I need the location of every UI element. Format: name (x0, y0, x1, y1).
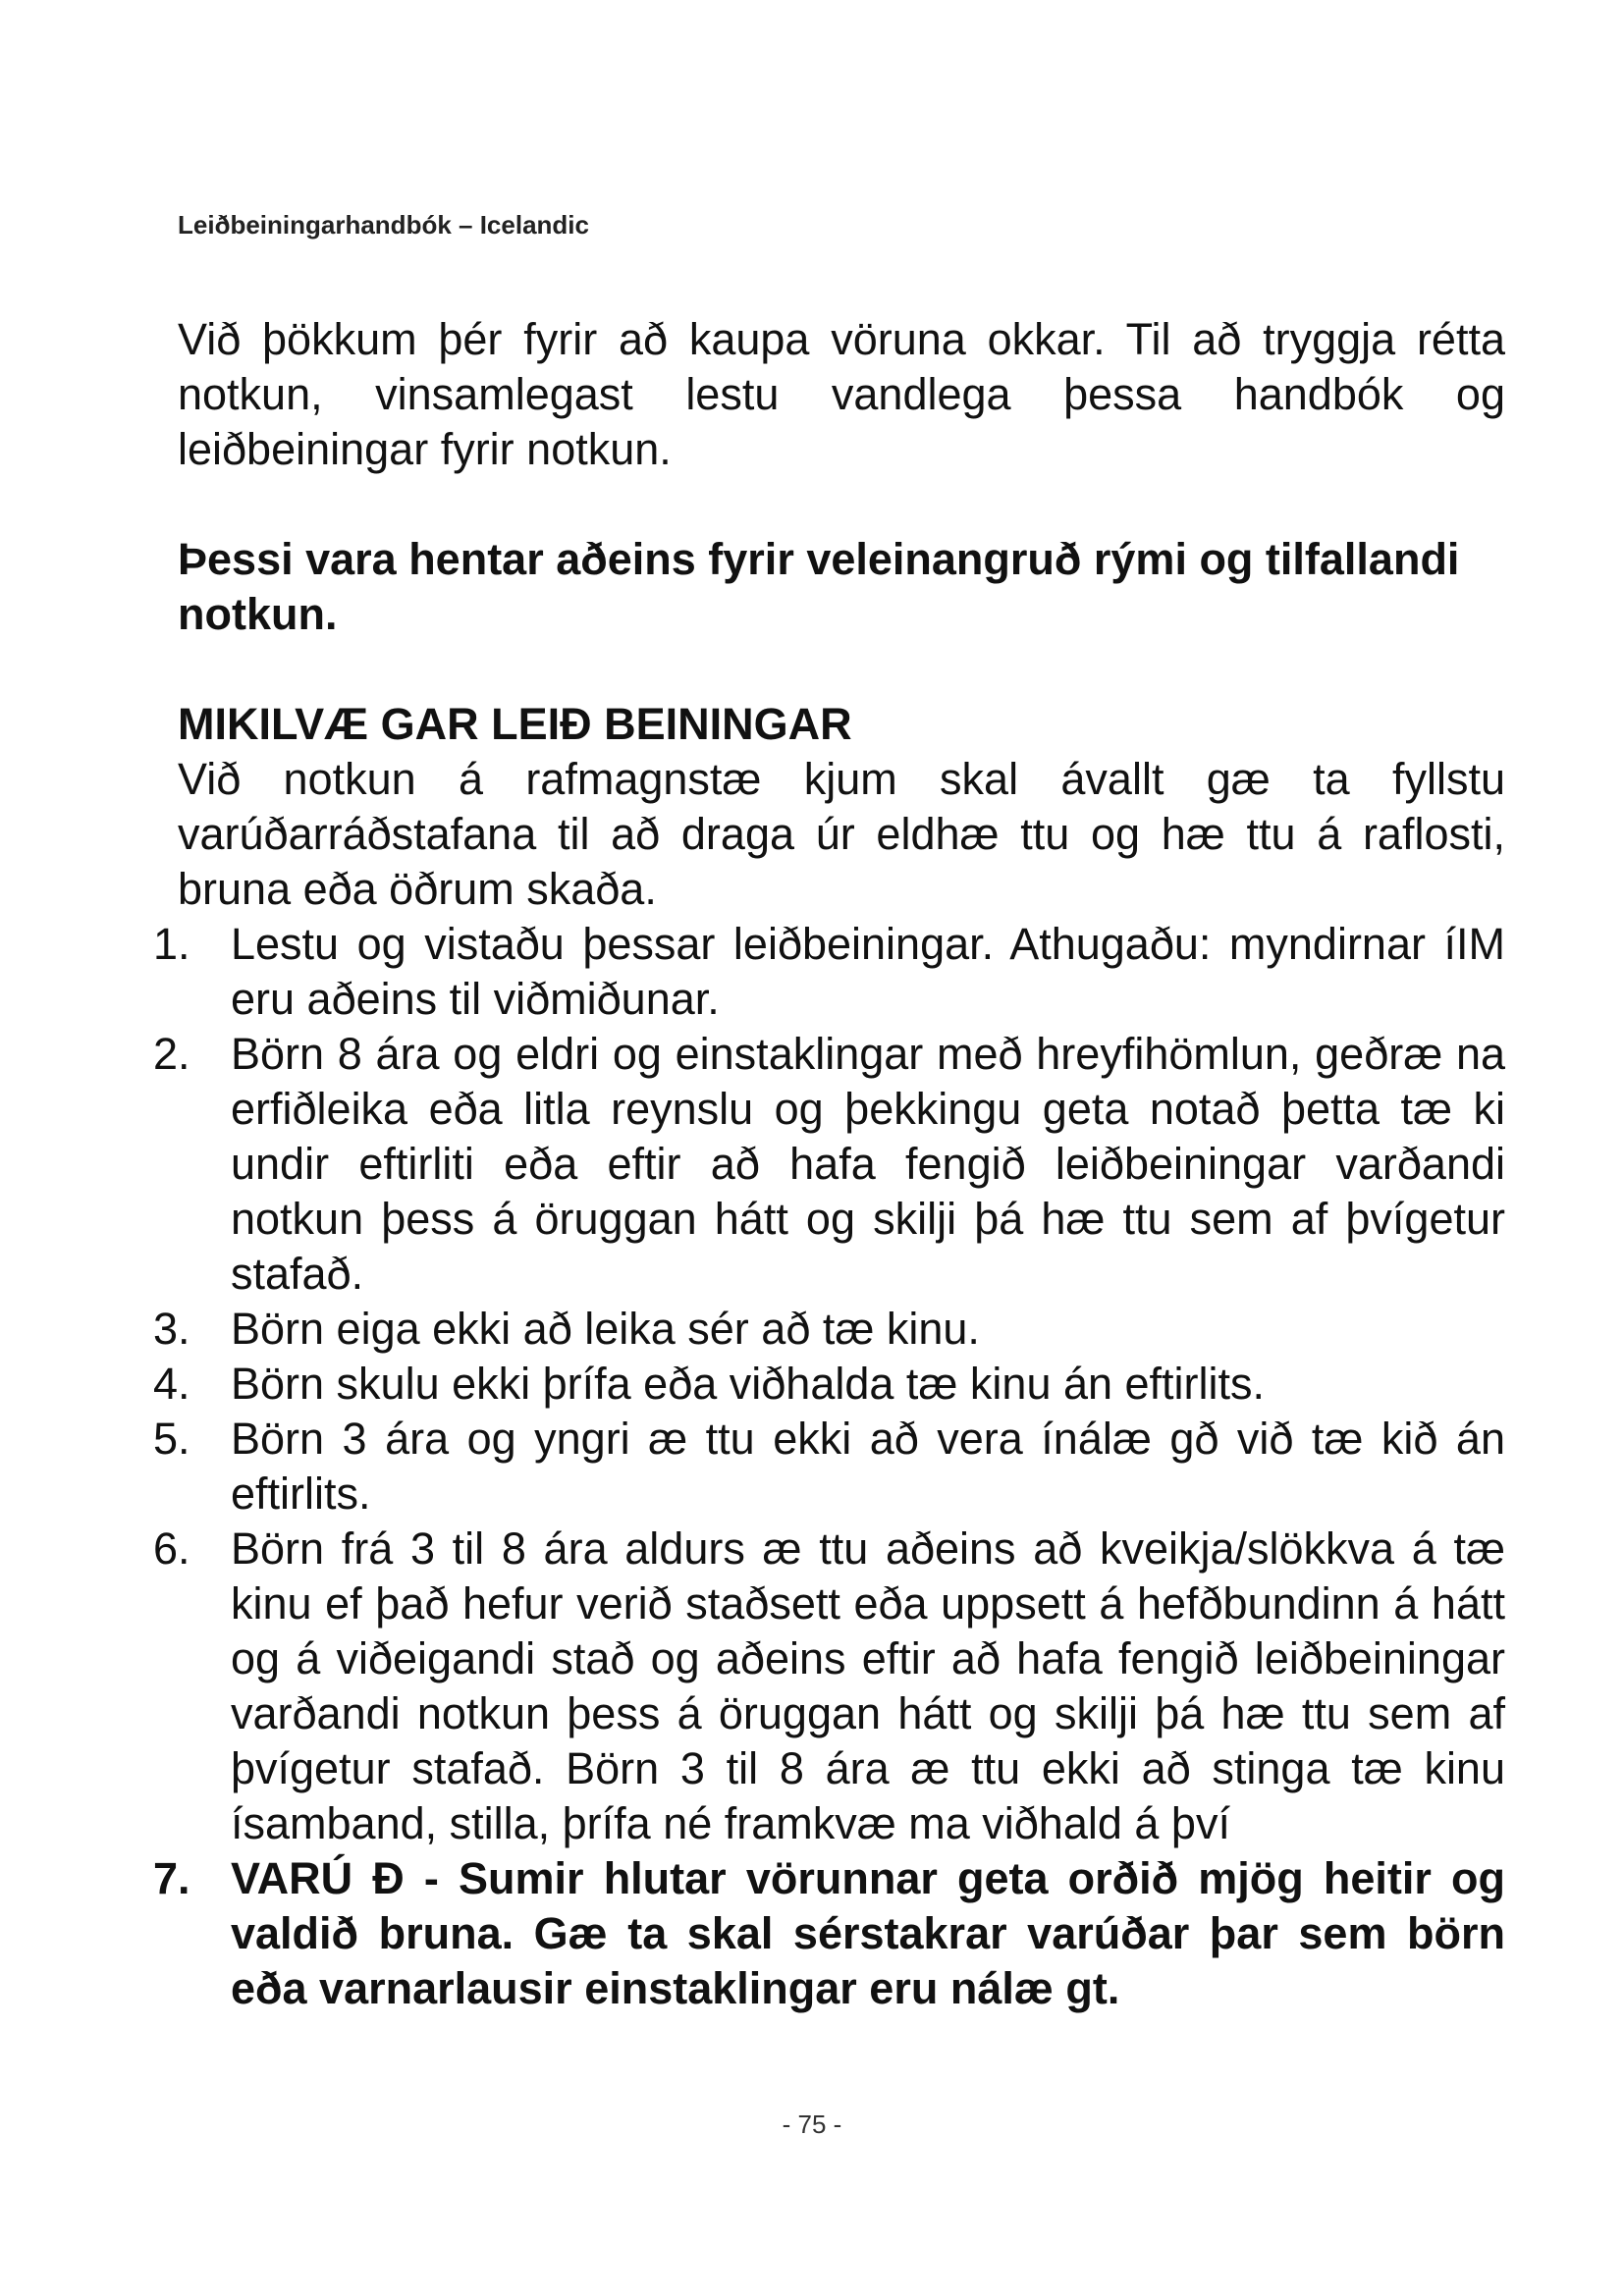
list-item (153, 1412, 1505, 1522)
page-number: - 75 - (782, 2109, 842, 2139)
usage-notice: Þessi vara hentar aðeins fyrir veleinangruð rými og tilfallandi notkun. (178, 534, 1460, 639)
list-item (153, 917, 1505, 1027)
instruction-list (153, 917, 1505, 2016)
list-item-number: 7. (153, 1853, 190, 1903)
warning-text: VARÚ Ð - Sumir hlutar vörunnar geta orðið mjög heitir og valdið bruna. Gæ ta skal sérstakrar varúðar þar sem börn eða varnarlausir einstaklingar eru nálæ gt. (231, 1853, 1505, 2013)
section-title: MIKILVÆ GAR LEIÐ BEININGAR (178, 699, 852, 749)
list-item-text: Börn 3 ára og yngri æ ttu ekki að vera ínálæ gð við tæ kið án eftirlits. (231, 1414, 1505, 1519)
warning-list-item (153, 1851, 1505, 2016)
list-item-text: Börn 8 ára og eldri og einstaklingar með hreyfihömlun, geðræ na erfiðleika eða litla reynslu og þekkingu geta notað þetta tæ ki undir eftirliti eða eftir að hafa fengið leiðbeiningar varðandi notkun þess á öruggan hátt og skilji þá hæ ttu sem af þvígetur stafað. (231, 1029, 1505, 1299)
intro-paragraph: Við þökkum þér fyrir að kaupa vöruna okkar. Til að tryggja rétta notkun, vinsamlegast lestu vandlega þessa handbók og leiðbeiningar fyrir notkun. (178, 314, 1505, 474)
manual-content (153, 312, 1505, 2016)
list-item (153, 1357, 1505, 1412)
list-item (153, 1027, 1505, 1302)
list-item-text: Lestu og vistaðu þessar leiðbeiningar. Athugaðu: myndirnar íIM eru aðeins til viðmiðunar. (231, 919, 1505, 1024)
list-item (153, 1522, 1505, 1851)
list-item-number: 6. (153, 1523, 190, 1574)
list-item-text: Börn frá 3 til 8 ára aldurs æ ttu aðeins að kveikja/slökkva á tæ kinu ef það hefur verið staðsett eða uppsett á hefðbundinn á hátt og á viðeigandi stað og aðeins eftir að hafa fengið leiðbeiningar varðandi notkun þess á öruggan hátt og skilji þá hæ ttu sem af þvígetur stafað. Börn 3 til 8 ára æ ttu ekki að stinga tæ kinu ísamband, stilla, þrífa né framkvæ ma viðhald á því (231, 1523, 1505, 1848)
list-item-number: 2. (153, 1029, 190, 1079)
list-item-number: 1. (153, 919, 190, 969)
list-item-text: Börn eiga ekki að leika sér að tæ kinu. (231, 1304, 980, 1354)
list-item (153, 1302, 1505, 1357)
list-item-number: 3. (153, 1304, 190, 1354)
page-header-title: Leiðbeiningarhandbók – Icelandic (178, 210, 589, 240)
list-item-number: 5. (153, 1414, 190, 1464)
list-item-text: Börn skulu ekki þrífa eða viðhalda tæ kinu án eftirlits. (231, 1359, 1266, 1409)
list-item-number: 4. (153, 1359, 190, 1409)
section-intro: Við notkun á rafmagnstæ kjum skal ávallt gæ ta fyllstu varúðarráðstafana til að draga úr eldhæ ttu og hæ ttu á raflosti, bruna eða öðrum skaða. (178, 754, 1505, 914)
